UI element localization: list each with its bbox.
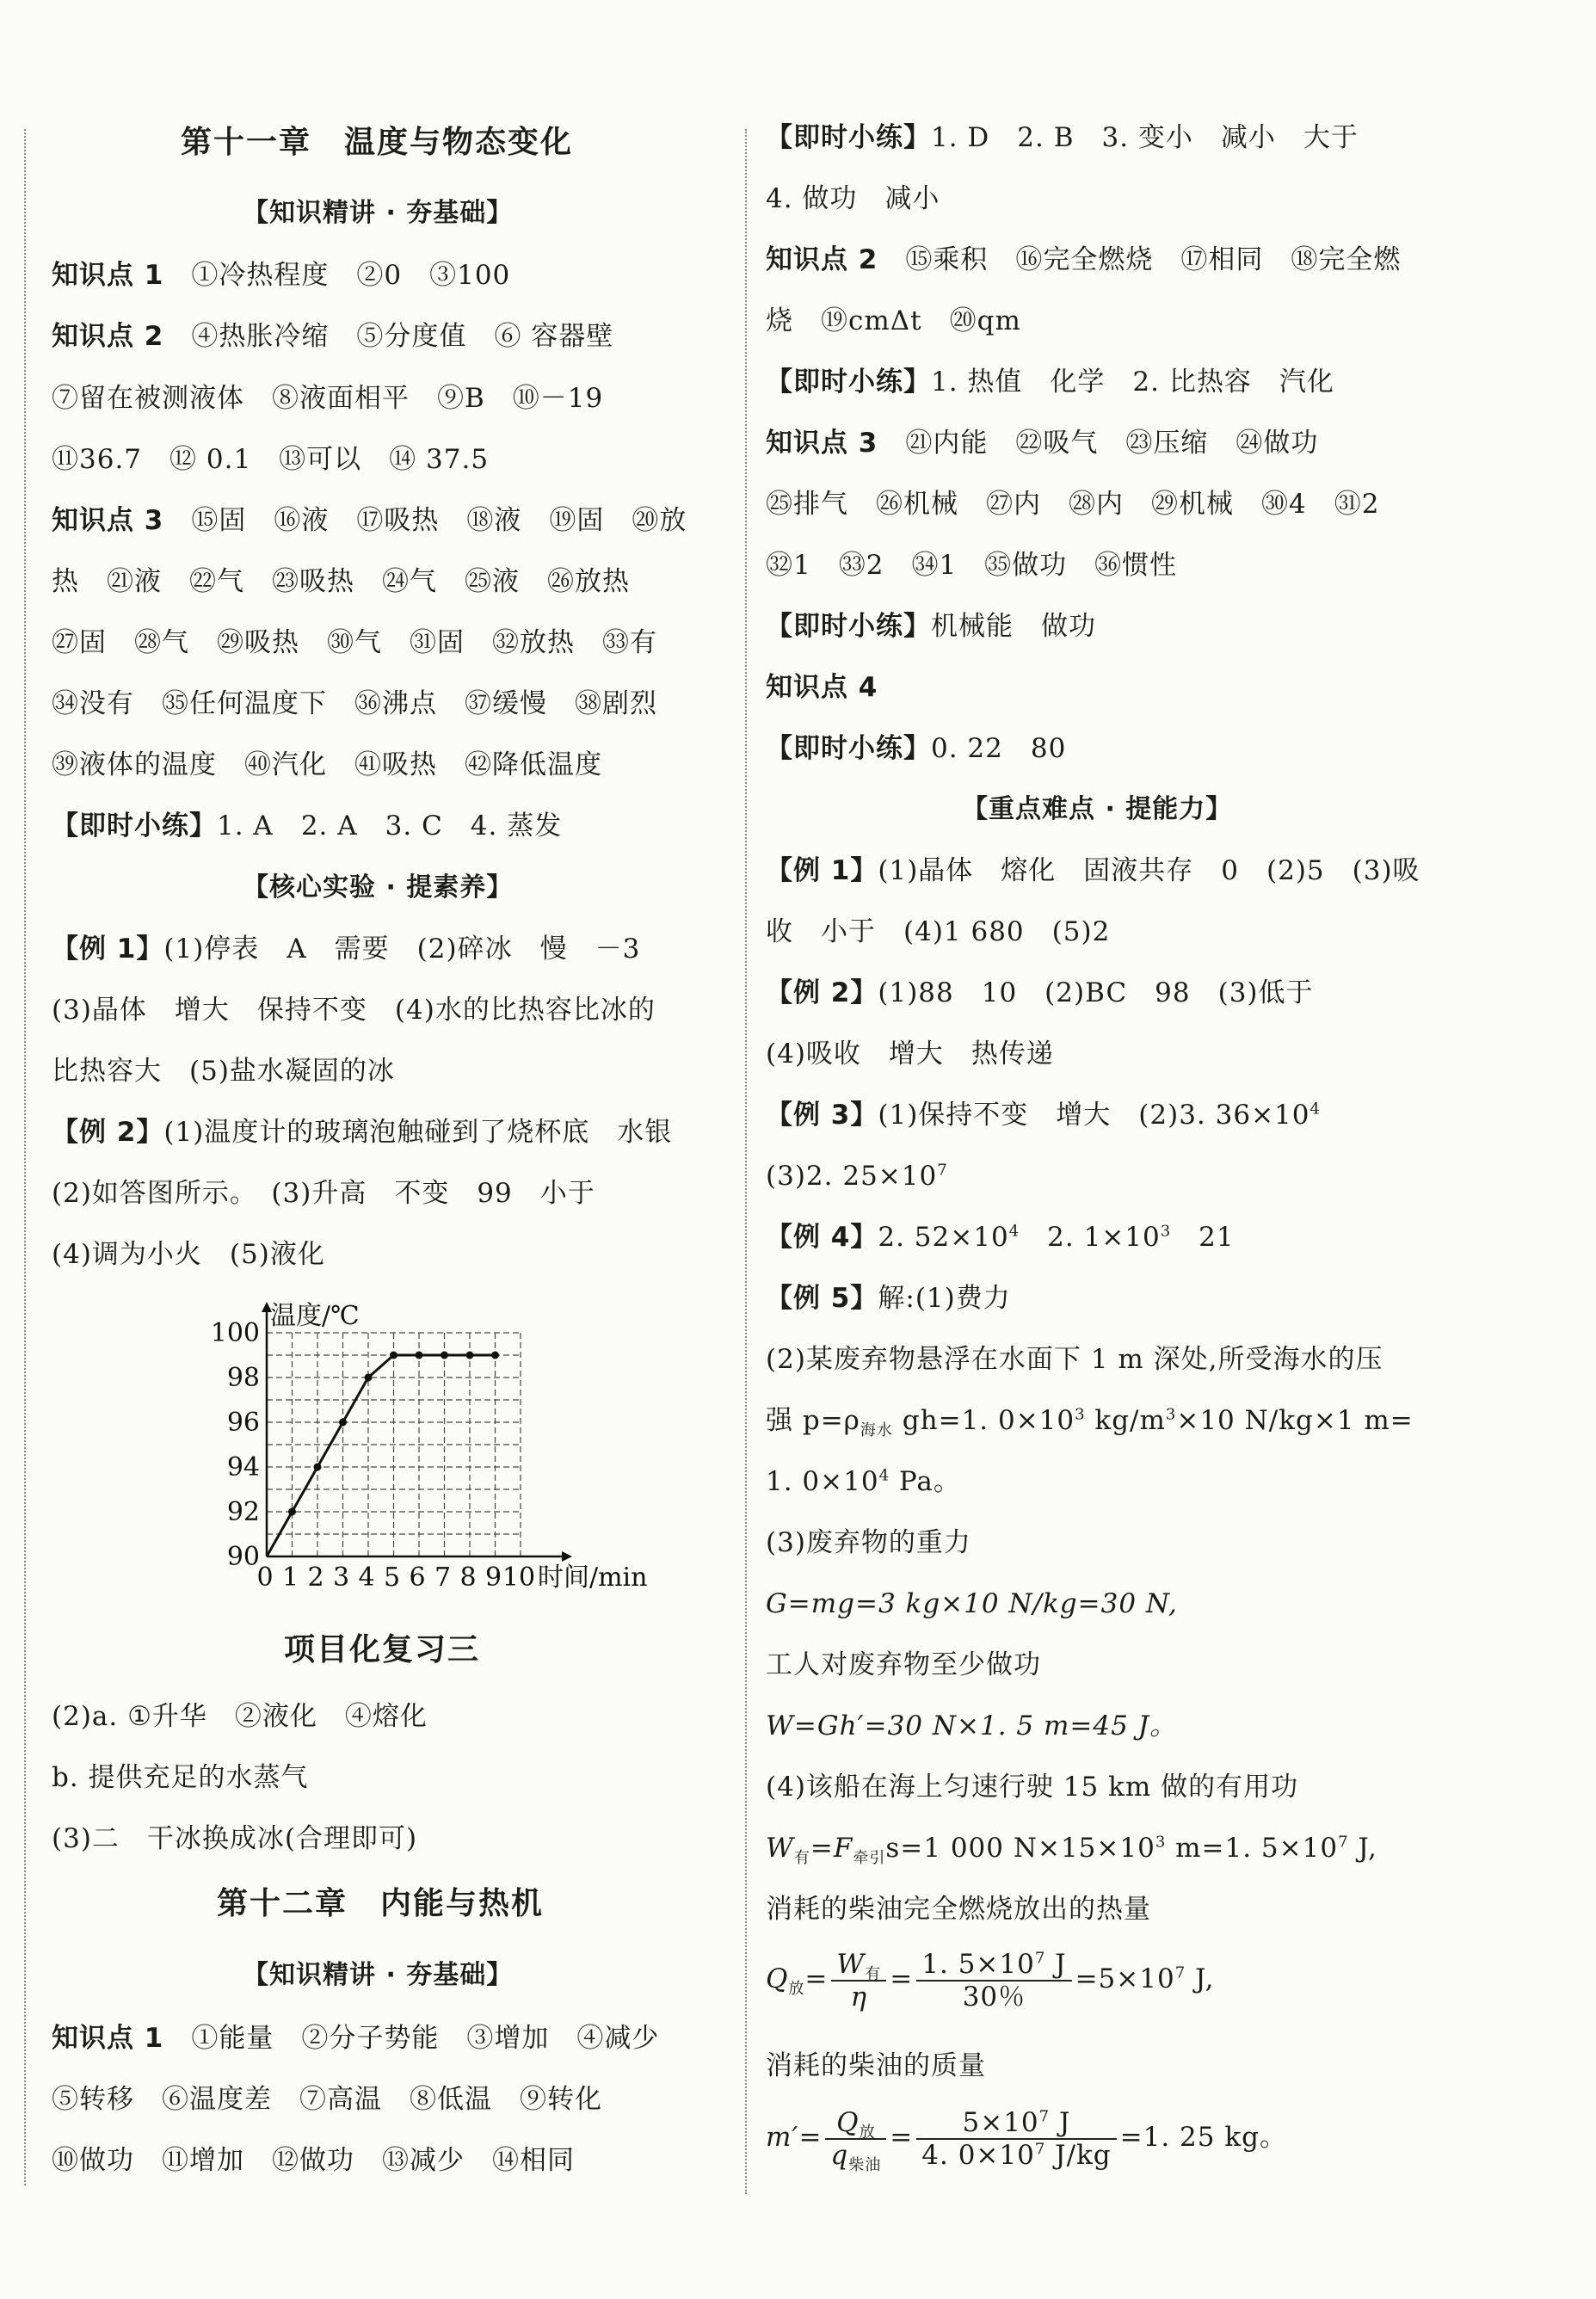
y-tick-label: 90 [226, 1542, 260, 1572]
kp3-line-3: ㉗固 ㉘气 ㉙吸热 ㉚气 ㉛固 ㉜放热 ㉝有 [52, 627, 657, 658]
example-1: 【例 1】(1)停表 A 需要 (2)碎冰 慢 －3 [52, 934, 641, 965]
project-review-title: 项目化复习三 [284, 1632, 481, 1667]
series-line [267, 1355, 496, 1556]
example-5-line-5: (3)废弃物的重力 [766, 1527, 971, 1558]
x-tick-label: 4 [358, 1562, 375, 1593]
column-divider [745, 129, 747, 2194]
left-margin-line [24, 129, 26, 2185]
data-point [441, 1352, 448, 1359]
example-5-line-2: (2)某废弃物悬浮在水面下 1 m 深处,所受海水的压 [766, 1344, 1383, 1375]
example-5-line-7: 工人对废弃物至少做功 [766, 1649, 1041, 1680]
mass-formula: m′= $\frac{Q_放}{q_{柴油}}$ = $\frac{5\times 10^7 J}{4. 0\times 10^7 J/kg}$ =1. 25 kg。 [766, 2106, 1287, 2174]
x-tick-label: 0 [256, 1562, 274, 1593]
y-tick-label: 96 [226, 1408, 260, 1438]
kp2-line-3: ⑪36.7 ⑫ 0.1 ⑬可以 ⑭ 37.5 [52, 444, 490, 475]
example-5-pressure: 强 $p=\rho_{海水}$ gh=1. $0\times 10^3$ $kg/m^3\times 10$ N/kg×1 m= [766, 1405, 1414, 1440]
example-5-line-8: W=Gh′=30 N×1. 5 m=45 J。 [766, 1710, 1178, 1741]
x-tick-label: 7 [434, 1562, 452, 1593]
example-1-line-3: 比热容大 (5)盐水凝固的冰 [52, 1056, 395, 1087]
quick-practice: 【即时小练】1. 热值 化学 2. 比热容 汽化 [766, 367, 1334, 398]
kp12-1-line-3: ⑩做功 ⑪增加 ⑫做功 ⑬减少 ⑭相同 [52, 2145, 575, 2176]
example-5-line-12: 消耗的柴油的质量 [766, 2050, 986, 2081]
x-tick-label: 5 [383, 1562, 401, 1593]
example-3-line-2: (3)2. $25\times 10^7$ [766, 1161, 948, 1192]
x-tick-label: 2 [307, 1562, 324, 1593]
kp2-line-2: 烧 ⑲cmΔt ⑳qm [766, 305, 1021, 336]
example-4: 【例 4】2. $52\times 10^4$ 2. $1\times 10^3$ 21 [766, 1222, 1235, 1253]
quick-practice: 【即时小练】机械能 做功 [766, 611, 1096, 642]
data-point [314, 1464, 322, 1471]
section-heading: 【重点难点 · 提能力】 [962, 794, 1233, 824]
kp3-line-2: ㉕排气 ㉖机械 ㉗内 ㉘内 ㉙机械 ㉚4 ㉛2 [766, 489, 1380, 520]
data-point [339, 1419, 347, 1427]
heat-formula: $Q_放=$ $\frac{W_有}{\eta}$ = $\frac{1. 5\times 10^7 J}{30\%}$ $=5\times 10^7$ J, [766, 1948, 1215, 2012]
kp12-1-line: 知识点 1 ①能量 ②分子势能 ③增加 ④减少 [52, 2023, 660, 2054]
kp3-line-5: ㊴液体的温度 ㊵汽化 ㊶吸热 ㊷降低温度 [52, 749, 602, 780]
quick-practice-1: 【即时小练】1. A 2. A 3. C 4. 蒸发 [52, 811, 563, 841]
section-heading: 【核心实验 · 提素养】 [243, 872, 514, 903]
data-point [288, 1508, 296, 1516]
example-2-line-2: (4)吸收 增大 热传递 [766, 1039, 1054, 1069]
kp3-line: 知识点 3 ㉑内能 ㉒吸气 ㉓压缩 ㉔做功 [766, 428, 1319, 459]
section-heading: 【知识精讲 · 夯基础】 [243, 198, 514, 228]
data-point [365, 1374, 373, 1382]
quick-practice: 【即时小练】0. 22 80 [766, 733, 1067, 764]
data-point [416, 1352, 423, 1359]
y-axis-label: 温度/℃ [270, 1301, 360, 1331]
project-line-3: (3)二 干冰换成冰(合理即可) [52, 1823, 418, 1854]
project-line-1: (2)a. ①升华 ②液化 ④熔化 [52, 1701, 428, 1732]
data-point [491, 1352, 499, 1359]
example-5-pressure-result: 1. $0\times 10^4$ Pa。 [766, 1466, 961, 1497]
y-tick-label: 98 [226, 1363, 260, 1393]
y-tick-label: 92 [226, 1497, 260, 1527]
quick-practice: 【即时小练】1. D 2. B 3. 变小 减小 大于 [766, 122, 1359, 153]
example-5-line-11: 消耗的柴油完全燃烧放出的热量 [766, 1894, 1151, 1925]
fraction-mass-value: $\frac{5\times 10^7 J}{4. 0\times 10^7 J/kg}$ [916, 2107, 1116, 2171]
kp3-line: 知识点 3 ⑮固 ⑯液 ⑰吸热 ⑱液 ⑲固 ⑳放 [52, 505, 687, 536]
kp2-line: 知识点 2 ④热胀冷缩 ⑤分度值 ⑥ 容器壁 [52, 321, 614, 352]
example-3: 【例 3】(1)保持不变 增大 (2)3. $36\times 10^4$ [766, 1100, 1321, 1131]
x-tick-label: 6 [409, 1562, 426, 1593]
section-heading: 【知识精讲 · 夯基础】 [243, 1960, 514, 1990]
x-axis-label: 时间/min [538, 1562, 648, 1593]
kp3-line-3: ㉜1 ㉝2 ㉞1 ㉟做功 ㊱惯性 [766, 550, 1178, 581]
fraction-w-over-eta: $\frac{W_有}{\eta}$ [831, 1949, 886, 2012]
chapter-11-title: 第十一章 温度与物态变化 [181, 125, 574, 160]
y-tick-label: 100 [210, 1318, 260, 1348]
x-tick-label: 10 [502, 1562, 536, 1593]
example-5-useful-work: $W_有=F_{牵引}s=1$ 000 $N\times 15\times 10^3$ m=1. $5\times 10^7$ J, [766, 1833, 1377, 1868]
x-axis-arrow [562, 1551, 572, 1562]
kp3-line-4: ㉞没有 ㉟任何温度下 ㊱沸点 ㊲缓慢 ㊳剧烈 [52, 688, 657, 719]
kp1-line: 知识点 1 ①冷热程度 ②0 ③100 [52, 260, 511, 291]
x-tick-label: 9 [484, 1562, 502, 1593]
fraction-value: $\frac{1. 5\times 10^7 J}{30\%}$ [916, 1949, 1071, 2012]
example-1-line-2: (3)晶体 增大 保持不变 (4)水的比热容比冰的 [52, 995, 656, 1026]
kp2-line: 知识点 2 ⑮乘积 ⑯完全燃烧 ⑰相同 ⑱完全燃 [766, 244, 1402, 275]
temperature-time-chart [151, 1295, 667, 1605]
fraction-q-over-q: $\frac{Q_放}{q_{柴油}}$ [825, 2107, 886, 2171]
kp12-1-line-2: ⑤转移 ⑥温度差 ⑦高温 ⑧低温 ⑨转化 [52, 2084, 602, 2115]
example-1: 【例 1】(1)晶体 熔化 固液共存 0 (2)5 (3)吸 [766, 855, 1420, 886]
example-2: 【例 2】(1)温度计的玻璃泡触碰到了烧杯底 水银 [52, 1117, 673, 1148]
example-1-line-2: 收 小于 (4)1 680 (5)2 [766, 916, 1111, 947]
kp4-label: 知识点 4 [766, 672, 878, 703]
example-5-line-9: (4)该船在海上匀速行驶 15 km 做的有用功 [766, 1772, 1299, 1803]
project-line-2: b. 提供充足的水蒸气 [52, 1762, 309, 1793]
example-2-line-2: (2)如答图所示。 (3)升高 不变 99 小于 [52, 1178, 595, 1209]
y-tick-label: 94 [226, 1452, 260, 1482]
chapter-12-title: 第十二章 内能与热机 [217, 1886, 545, 1921]
example-2-line-3: (4)调为小火 (5)液化 [52, 1239, 325, 1270]
x-tick-label: 8 [459, 1562, 477, 1593]
data-point [466, 1352, 474, 1359]
kp2-line-2: ⑦留在被测液体 ⑧液面相平 ⑨B ⑩－19 [52, 383, 604, 414]
quick-practice-line-2: 4. 做功 减小 [766, 183, 940, 214]
x-tick-label: 1 [281, 1562, 299, 1593]
example-5: 【例 5】解:(1)费力 [766, 1283, 1011, 1314]
example-2: 【例 2】(1)88 10 (2)BC 98 (3)低于 [766, 977, 1314, 1008]
x-tick-label: 3 [332, 1562, 350, 1593]
data-point [390, 1352, 397, 1359]
example-5-line-6: G=mg=3 kg×10 N/kg=30 N, [766, 1588, 1178, 1619]
kp3-line-2: 热 ㉑液 ㉒气 ㉓吸热 ㉔气 ㉕液 ㉖放热 [52, 566, 630, 597]
